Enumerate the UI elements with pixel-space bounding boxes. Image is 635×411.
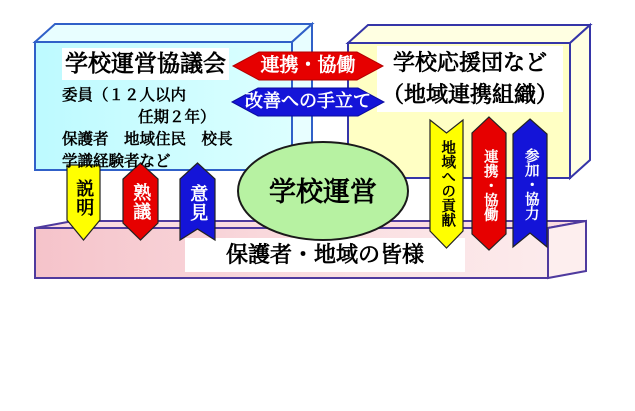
opinion-arrow-label: 意見 [188,184,209,222]
support-box-title [377,46,563,112]
support-box-title-line1: 学校応援団など [392,49,547,75]
contribution-arrow-label: 地域への貢献 [439,139,456,227]
collaboration-arrow-label: 連携・協働 [481,148,498,222]
deliberation-arrow-label: 熟議 [131,183,152,221]
partnership-arrow-label: 連携・協働 [260,54,356,76]
council-detail-line: 保護者 地域住民 校長 [62,131,233,148]
council-detail-line: 学識経験者など [62,153,171,170]
school-management-label: 学校運営 [269,176,377,207]
improvement-arrow-label: 改善への手立て [245,91,371,112]
community-box-right-face [548,221,586,278]
explanation-arrow-label: 説明 [74,179,95,217]
council-box-top-face [35,24,312,42]
support-box-top-face [348,25,590,43]
participation-arrow-label: 参加・協力 [522,147,539,221]
council-detail-line: 委員（１２人以内 [62,87,187,104]
council-detail-line: 任期２年） [138,109,216,126]
community-box-label: 保護者・地域の皆様 [225,241,424,267]
support-box-right-face [570,25,590,178]
support-box-title-line2: （地域連携組織） [381,81,558,107]
council-box-title: 学校運営協議会 [65,50,226,77]
